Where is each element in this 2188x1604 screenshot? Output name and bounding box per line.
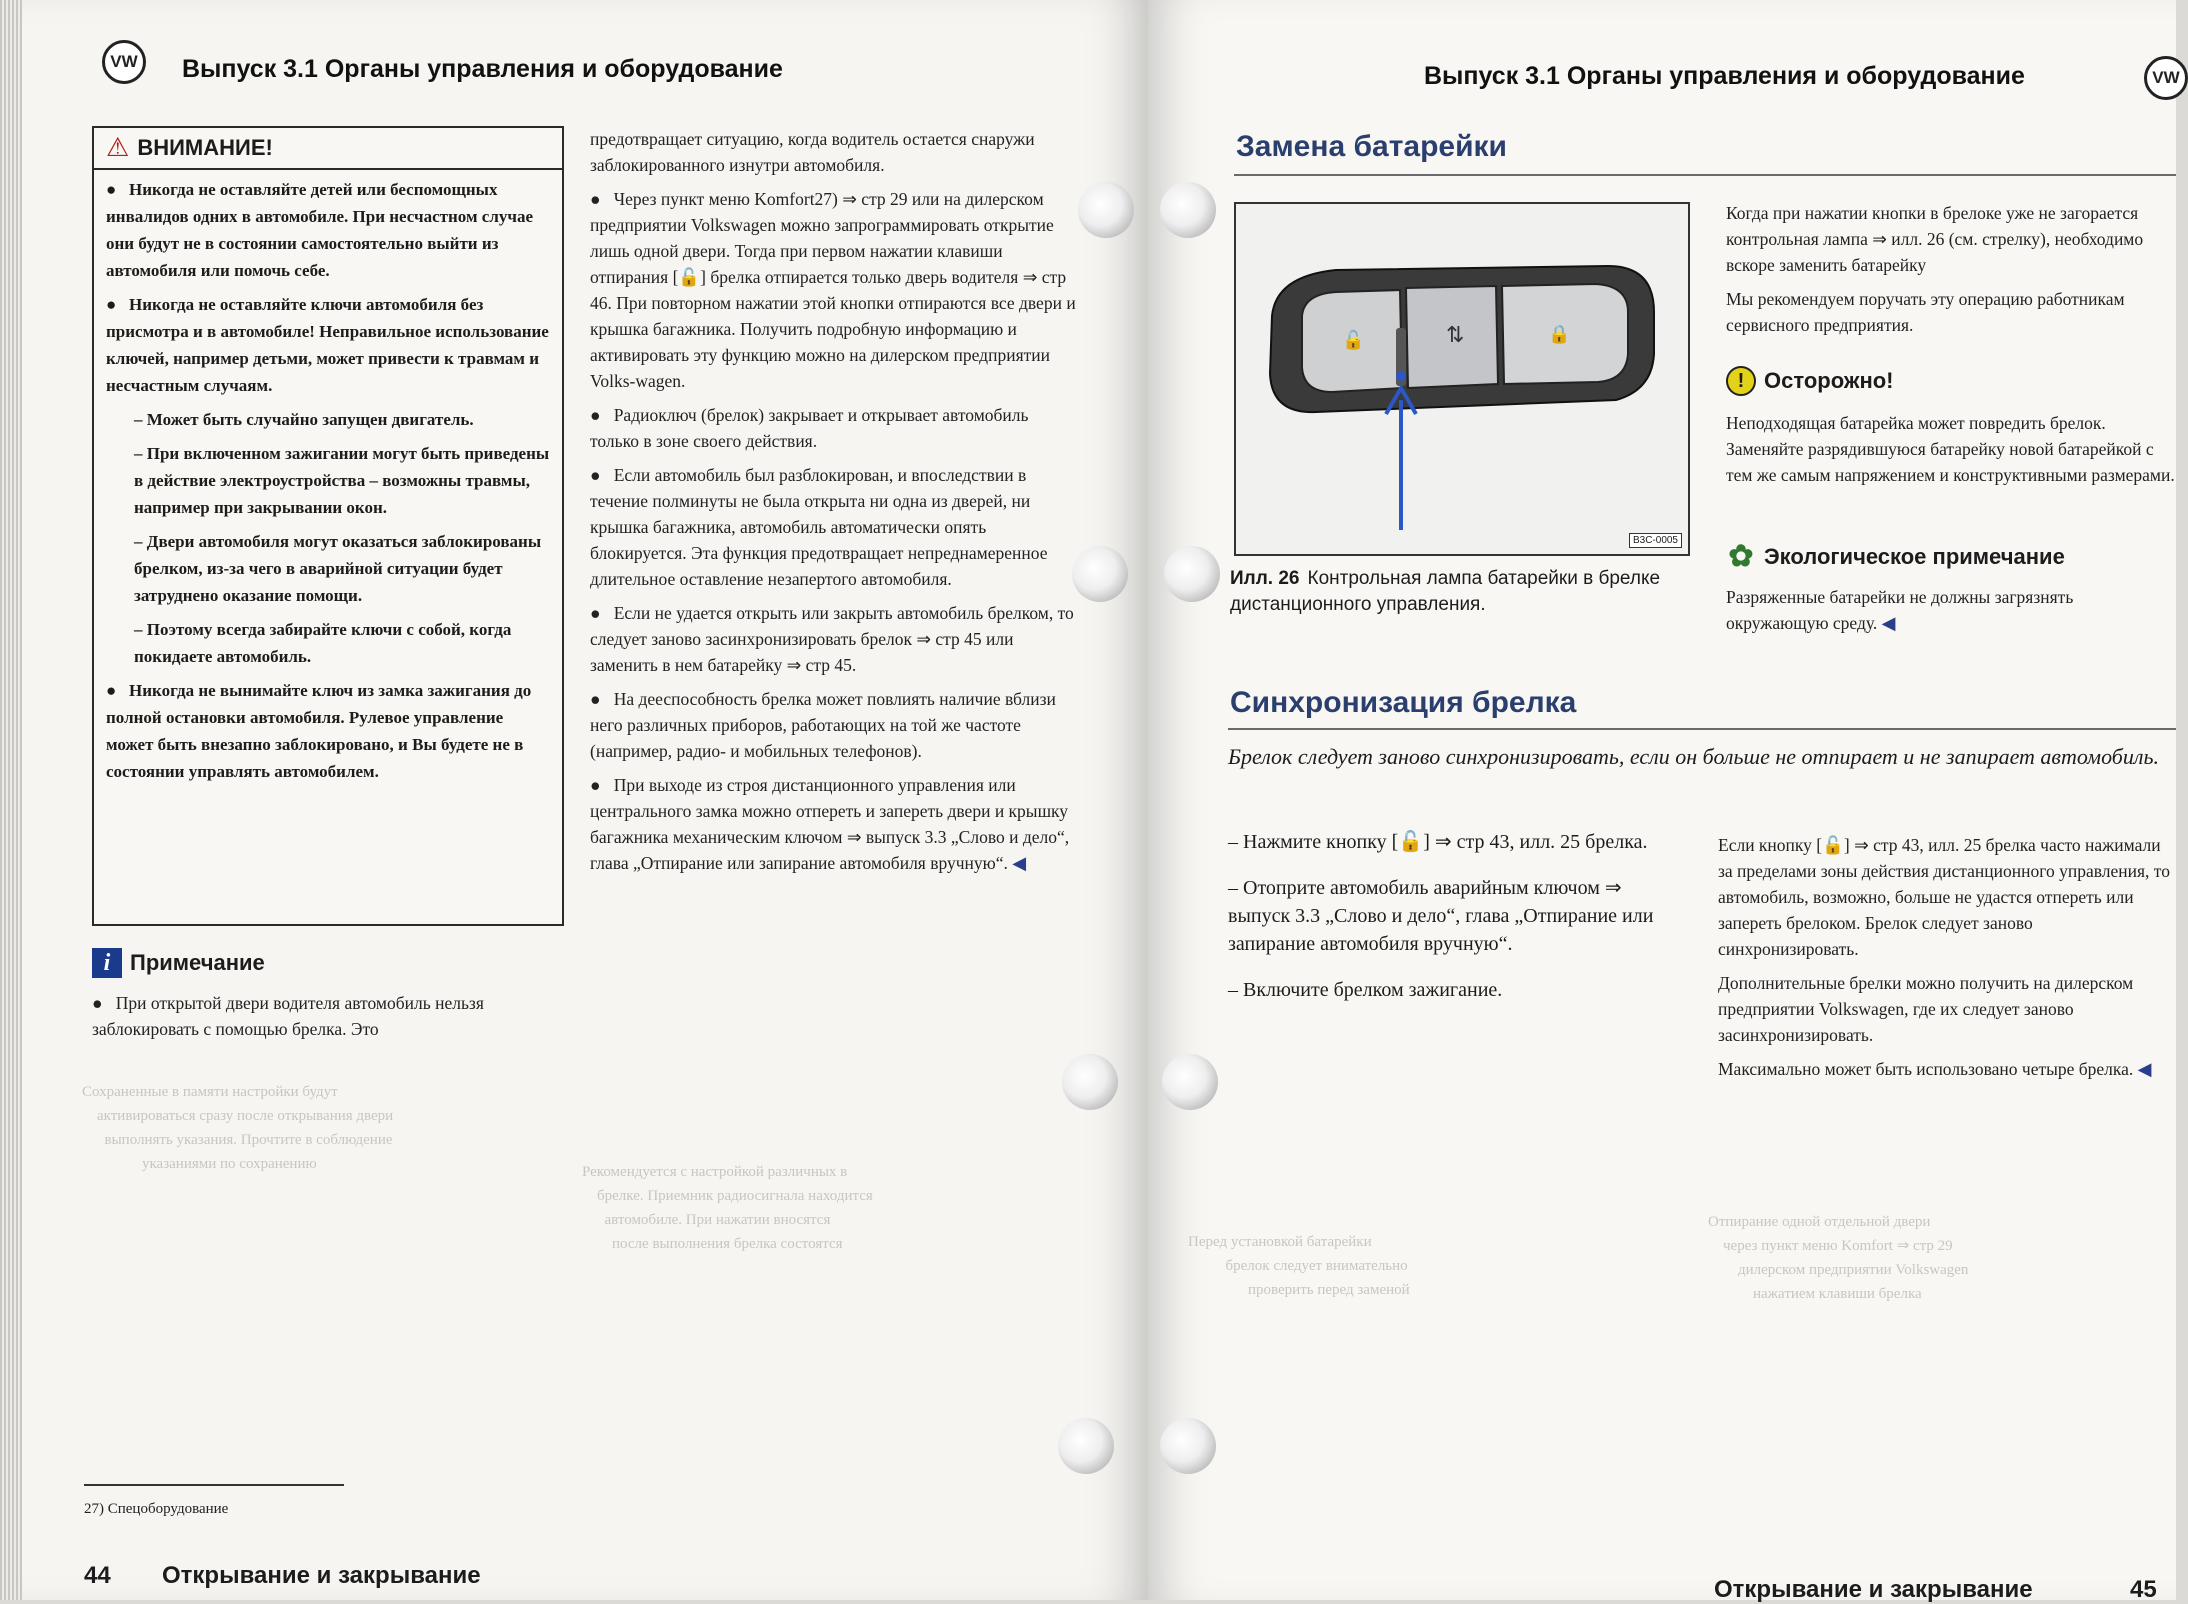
paragraph: предотвращает ситуацию, когда водитель остается снаружи заблокированного изнутри автомобиля. — [590, 129, 1035, 175]
binder-hole — [1058, 1418, 1114, 1474]
step-item: – Нажмите кнопку [🔓] ⇒ стр 43, илл. 25 брелка. — [1228, 831, 1648, 853]
footer-section-title: Открывание и закрывание — [162, 1562, 481, 1589]
figure-label: Илл. 26 — [1230, 568, 1300, 589]
binder-hole — [1062, 1054, 1118, 1110]
battery-text — [1726, 200, 2176, 346]
bleed-through-texture-2: Рекомендуется с настройкой различных в брелке. Приемник радиосигнала находится автомобиле. При нажатии вносятся после выполнения брелка состоятся — [582, 1164, 873, 1252]
figure-caption-text: Контрольная лампа батарейки в брелке дистанционного управления. — [1230, 568, 1661, 615]
warning-subitem: – Может быть случайно запущен двигатель. — [134, 410, 474, 429]
left-page — [22, 0, 1148, 1600]
paragraph: ● На дееспособность брелка может повлиять наличие вблизи него различных приборов, работающих на той же частоте (например, радио- и мобильных телефонов). — [590, 689, 1056, 761]
eco-header — [1726, 542, 2065, 572]
page-header-title: Выпуск 3.1 Органы управления и оборудование — [182, 55, 783, 83]
figure-code: B3C-0005 — [1629, 533, 1682, 548]
footnote: 27) Спецоборудование — [84, 1501, 229, 1517]
binder-hole — [1164, 546, 1220, 602]
bleed-through-texture: Перед установкой батарейки брелок следует внимательно проверить перед заменой — [1188, 1234, 1410, 1298]
svg-text:🔒: 🔒 — [1548, 324, 1571, 345]
warning-title: ВНИМАНИЕ! — [137, 135, 273, 160]
vw-logo-icon: VW — [102, 40, 146, 84]
key-fob-figure — [1234, 202, 1690, 556]
page-number: 45 — [2130, 1576, 2157, 1603]
end-of-section-icon: ◀ — [2137, 1059, 2152, 1079]
note-text: ● При открытой двери водителя автомобиль нельзя заблокировать с помощью брелка. Это — [92, 993, 484, 1039]
eco-text: Разряженные батарейки не должны загрязнять окружающую среду. ◀ — [1726, 587, 2074, 633]
eco-title: Экологическое примечание — [1764, 544, 2065, 569]
book-page-edge — [0, 0, 22, 1600]
paragraph: Дополнительные брелки можно получить на дилерском предприятии Volkswagen, где их следует заново засинхронизировать. — [1718, 973, 2134, 1045]
caution-icon: ! — [1726, 366, 1756, 396]
note-title: Примечание — [130, 950, 265, 975]
section-heading-sync: Синхронизация брелка — [1230, 686, 1577, 719]
key-fob-illustration — [1236, 204, 1688, 554]
page-number: 44 — [84, 1562, 111, 1589]
right-page — [1148, 0, 2180, 1603]
caution-text: Неподходящая батарейка может повредить брелок. Заменяйте разрядившуюся батарейку новой батарейкой с тем же самым напряжением и конструктивными размерами. — [1726, 413, 2175, 485]
flower-icon: ✿ — [1728, 540, 1754, 573]
paragraph: ● При выходе из строя дистанционного управления или центрального замка можно отпереть и запереть двери и крышку багажника механическим ключом ⇒ выпуск 3.3 „Слово и дело“, глава „Отпирание или запирание автомобиля вручную“. ◀ — [590, 775, 1070, 873]
paragraph: ● Если автомобиль был разблокирован, и впоследствии в течение полминуты не была открыта ни одна из дверей, ни крышка багажника, автомобиль автоматически опять блокируется. Эта функция предотвращает непреднамеренное длительное оставление незапертого автомобиля. — [590, 465, 1048, 589]
info-icon: i — [92, 948, 122, 978]
footer-section-title: Открывание и закрывание — [1714, 1576, 2033, 1603]
step-item: – Включите брелком зажигание. — [1228, 979, 1503, 1001]
end-of-section-icon: ◀ — [1012, 853, 1027, 873]
page-header-title: Выпуск 3.1 Органы управления и оборудование — [1424, 62, 2025, 90]
paragraph: ● Если не удается открыть или закрыть автомобиль брелком, то следует заново засинхронизировать брелок ⇒ стр 45 или заменить в нем батарейку ⇒ стр 45. — [590, 603, 1074, 675]
binder-hole — [1160, 182, 1216, 238]
sync-steps — [1228, 828, 1668, 1022]
warning-item: ● Никогда не оставляйте детей или беспомощных инвалидов одних в автомобиле. При несчастном случае они будут не в состоянии самостоятельно выйти из автомобиля или помочь себе. — [106, 180, 534, 280]
section-rule — [1228, 728, 2176, 730]
warning-box — [92, 126, 564, 926]
sync-notes — [1718, 832, 2176, 1090]
bleed-through-texture: Сохраненные в памяти настройки будут активироваться сразу после открывания двери выполнять указания. Прочтите в соблюдение указаниями по сохранению — [82, 1084, 394, 1172]
column-2-text — [590, 126, 1080, 884]
warning-header — [94, 128, 562, 170]
binder-hole — [1072, 546, 1128, 602]
paragraph: Максимально может быть использовано четыре брелка. ◀ — [1718, 1059, 2152, 1079]
binder-hole — [1078, 182, 1134, 238]
warning-triangle-icon: ⚠ — [106, 133, 130, 162]
end-of-section-icon: ◀ — [1881, 613, 1896, 633]
svg-text:⇅: ⇅ — [1446, 323, 1465, 348]
section-rule — [1234, 174, 2176, 176]
warning-subitem: – Поэтому всегда забирайте ключи с собой, когда покидаете автомобиль. — [134, 620, 512, 666]
paragraph: Когда при нажатии кнопки в брелоке уже не загорается контрольная лампа ⇒ илл. 26 (см. стрелку), необходимо вскоре заменить батарейку — [1726, 203, 2144, 275]
warning-subitem: – При включенном зажигании могут быть приведены в действие электроустройства – возможны травмы, например при закрывании окон. — [134, 444, 550, 517]
warning-item: ● Никогда не оставляйте ключи автомобиля без присмотра и в автомобиле! Неправильное использование ключей, например детьми, может привести к травмам и несчастным случаям. — [106, 295, 549, 395]
paragraph: Мы рекомендуем поручать эту операцию работникам сервисного предприятия. — [1726, 289, 2125, 335]
warning-item: ● Никогда не вынимайте ключ из замка зажигания до полной остановки автомобиля. Рулевое управление может быть внезапно заблокировано, и Вы будете не в состоянии управлять автомобилем. — [106, 681, 532, 781]
bleed-through-texture-2: Отпирание одной отдельной двери через пункт меню Komfort ⇒ стр 29 дилерском предприятии Volkswagen нажатием клавиши брелка — [1708, 1214, 1969, 1302]
step-item: – Отоприте автомобиль аварийным ключом ⇒ выпуск 3.3 „Слово и дело“, глава „Отпирание или запирание автомобиля вручную“. — [1228, 877, 1654, 955]
vw-logo-icon: VW — [2144, 56, 2188, 100]
warning-subitem: – Двери автомобиля могут оказаться заблокированы брелком, из-за чего в аварийной ситуации будет затруднено оказание помощи. — [134, 532, 542, 605]
figure-caption — [1230, 566, 1690, 618]
warning-body — [94, 170, 562, 785]
paragraph: ● Через пункт меню Komfort27) ⇒ стр 29 или на дилерском предприятии Volkswagen можно запрограммировать открытие лишь одной двери. Тогда при первом нажатии клавиши отпирания [🔓] брелка отпирается только дверь водителя ⇒ стр 46. При повторном нажатии этой кнопки отпираются все двери и крышка багажника. Получить подробную информацию и активировать эту функцию можно на дилерском предприятии Volks-wagen. — [590, 189, 1076, 391]
svg-text:🔓: 🔓 — [1342, 330, 1365, 351]
paragraph: Если кнопку [🔓] ⇒ стр 43, илл. 25 брелка часто нажимали за пределами зоны действия дистанционного управления, то автомобиль, возможно, больше не удастся отпереть или запереть брелоком. Брелок следует заново синхронизировать. — [1718, 835, 2170, 959]
footnote-divider — [84, 1484, 344, 1486]
caution-header — [1726, 366, 1894, 396]
note-header — [92, 948, 265, 978]
binder-hole — [1162, 1054, 1218, 1110]
section-heading-battery: Замена батарейки — [1236, 130, 1507, 163]
sync-lead-text: Брелок следует заново синхронизировать, если он больше не отпирает и не запирает автомобиль. — [1228, 744, 2159, 769]
paragraph: ● Радиоключ (брелок) закрывает и открывает автомобиль только в зоне своего действия. — [590, 405, 1029, 451]
binder-hole — [1160, 1418, 1216, 1474]
caution-title: Осторожно! — [1764, 368, 1894, 393]
